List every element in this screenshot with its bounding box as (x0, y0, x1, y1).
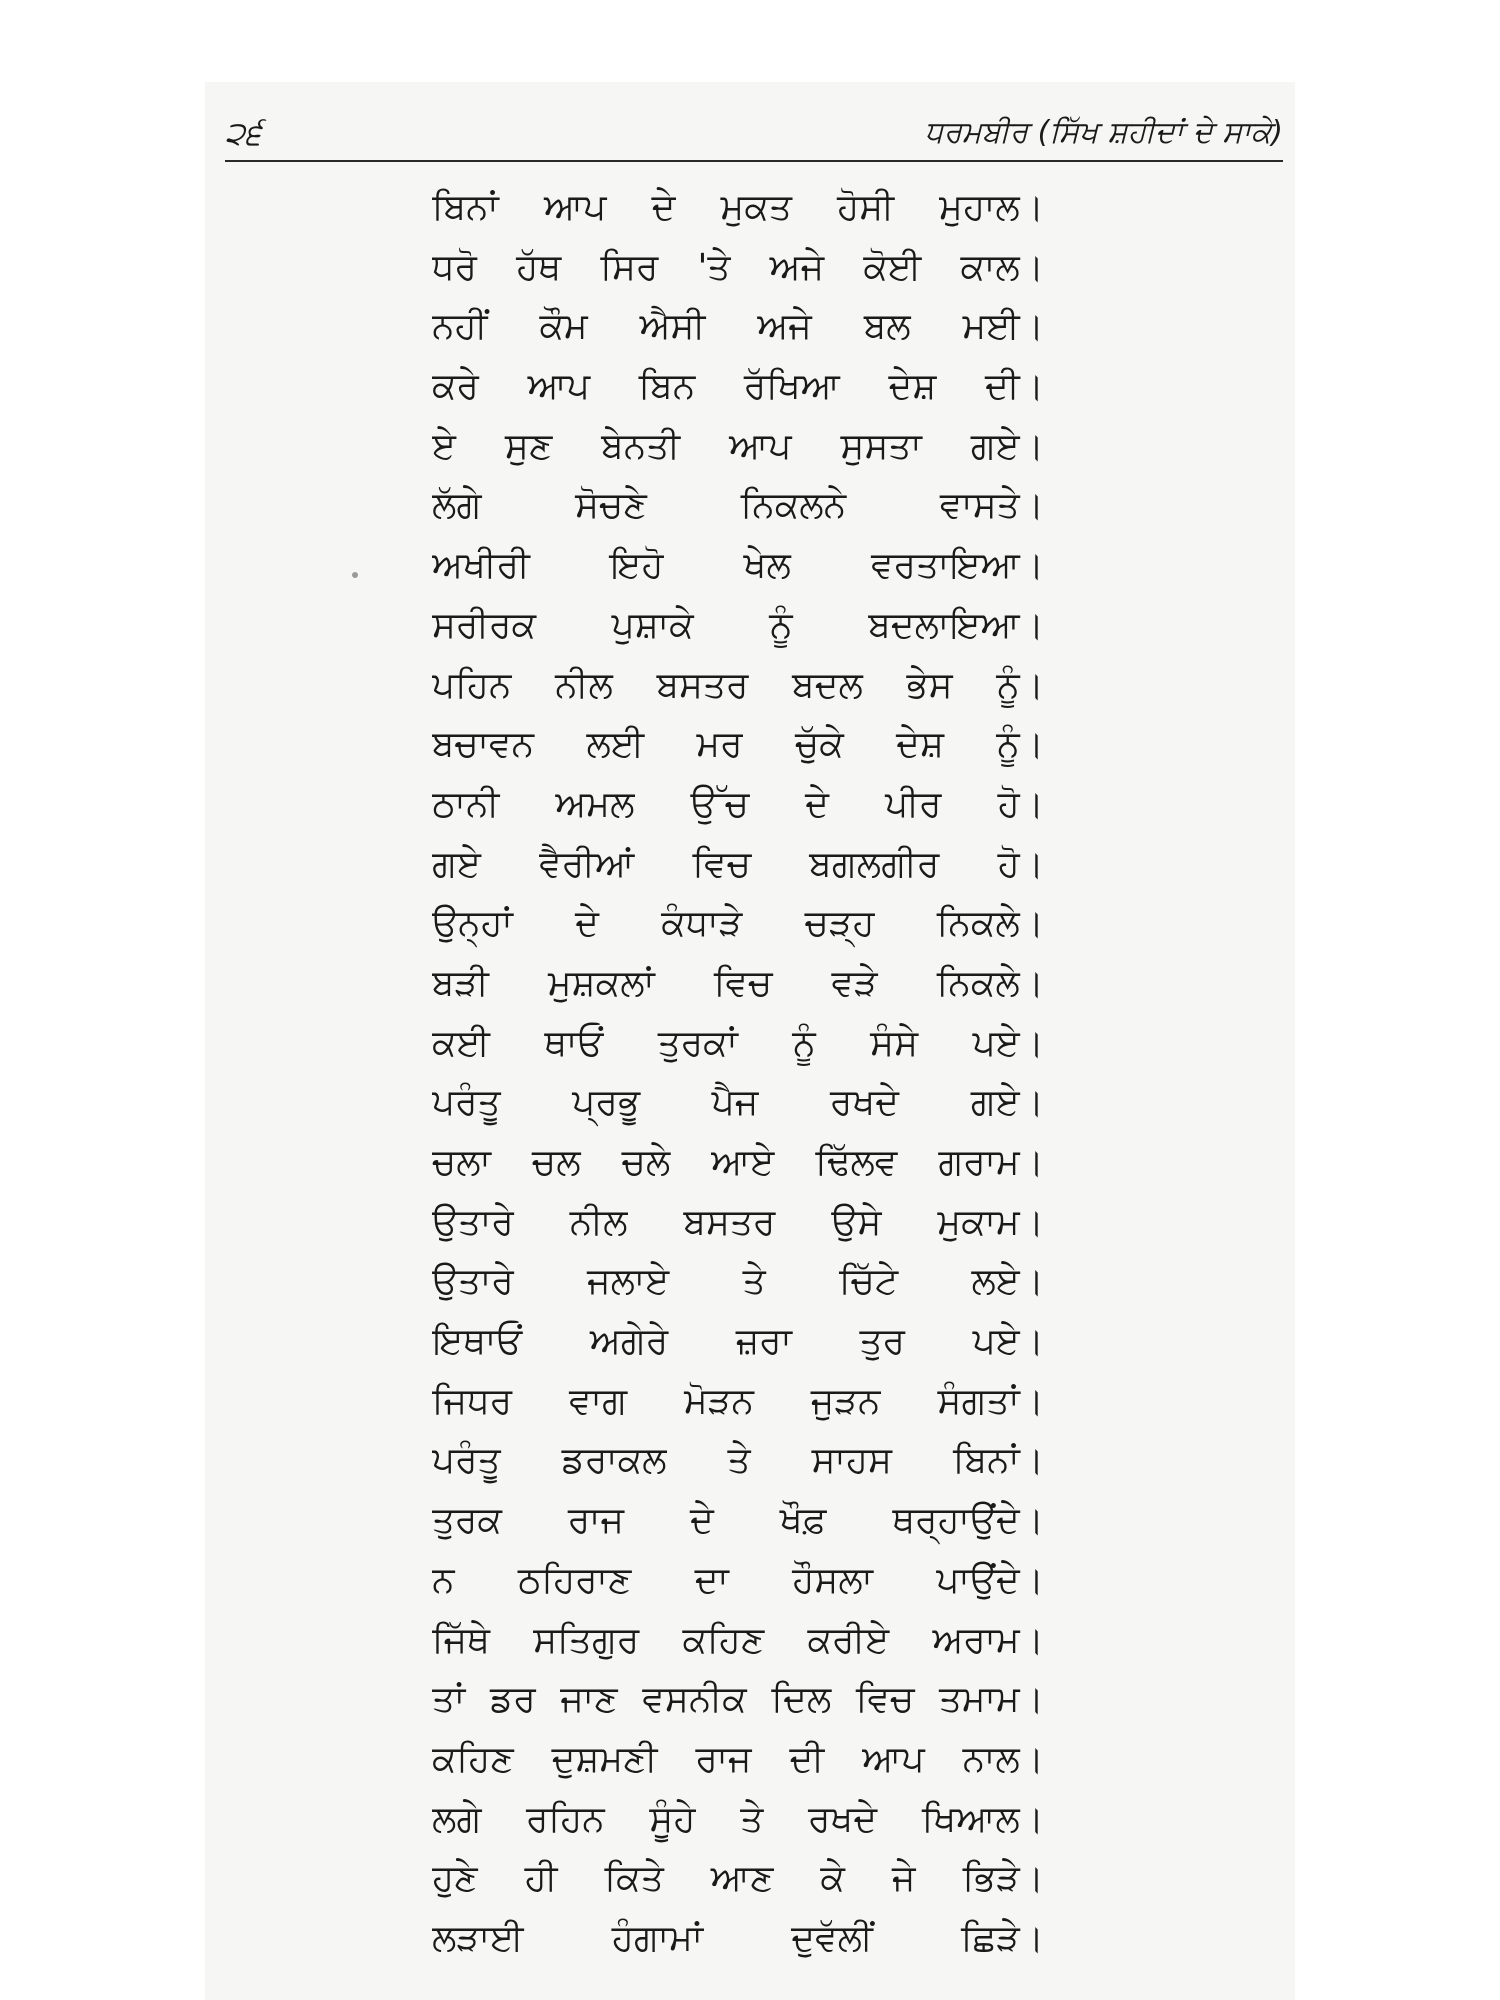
ink-speck (352, 572, 358, 578)
verse-line: ਤੁਰਕ ਰਾਜ ਦੇ ਖੌਫ਼ ਥਰ੍ਹਾਉਂਦੇ। (432, 1500, 1044, 1542)
verse-line: ਉਤਾਰੇ ਨੀਲ ਬਸਤਰ ਉਸੇ ਮੁਕਾਮ। (432, 1201, 1044, 1243)
verse-line: ਬੜੀ ਮੁਸ਼ਕਲਾਂ ਵਿਚ ਵੜੇ ਨਿਕਲੇ। (432, 962, 1044, 1004)
verse-line: ਨ ਠਹਿਰਾਣ ਦਾ ਹੌਸਲਾ ਪਾਉਂਦੇ। (432, 1559, 1044, 1601)
verse-line: ਚਲਾ ਚਲ ਚਲੇ ਆਏ ਢਿੱਲਵ ਗਰਾਮ। (432, 1142, 1044, 1183)
verse-line: ਲੱਗੇ ਸੋਚਣੇ ਨਿਕਲਨੇ ਵਾਸਤੇ। (432, 485, 1044, 527)
verse-line: ਸਰੀਰਕ ਪੁਸ਼ਾਕੇ ਨੂੰ ਬਦਲਾਇਆ। (432, 604, 1044, 646)
verse-line: ਅਖੀਰੀ ਇਹੋ ਖੇਲ ਵਰਤਾਇਆ। (432, 545, 1044, 587)
verse-line: ਕਈ ਥਾਓਂ ਤੁਰਕਾਂ ਨੂੰ ਸੰਸੇ ਪਏ। (432, 1022, 1044, 1064)
verse-line: ਜਿੱਥੇ ਸਤਿਗੁਰ ਕਹਿਣ ਕਰੀਏ ਅਰਾਮ। (432, 1619, 1044, 1661)
verse-line: ਨਹੀਂ ਕੌਮ ਐਸੀ ਅਜੇ ਬਲ ਮਈ। (432, 306, 1044, 348)
verse-line: ਪਰੰਤੂ ਪ੍ਰਭੂ ਪੈਜ ਰਖਦੇ ਗਏ। (432, 1082, 1044, 1124)
verse-line: ਬਿਨਾਂ ਆਪ ਦੇ ਮੁਕਤ ਹੋਸੀ ਮੁਹਾਲ। (432, 187, 1044, 228)
verse-line: ਇਥਾਓਂ ਅਗੇਰੇ ਜ਼ਰਾ ਤੁਰ ਪਏ। (432, 1321, 1044, 1363)
verse-line: ਪਰੰਤੂ ਡਰਾਕਲ ਤੇ ਸਾਹਸ ਬਿਨਾਂ। (432, 1440, 1044, 1482)
verse-line: ਏ ਸੁਣ ਬੇਨਤੀ ਆਪ ਸੁਸਤਾ ਗਏ। (432, 425, 1044, 467)
verse-line: ਬਚਾਵਨ ਲਈ ਮਰ ਚੁੱਕੇ ਦੇਸ਼ ਨੂੰ। (432, 724, 1044, 766)
verse-line: ਠਾਨੀ ਅਮਲ ਉੱਚ ਦੇ ਪੀਰ ਹੋ। (432, 783, 1044, 825)
running-title: ਧਰਮਬੀਰ (ਸਿੱਖ ਸ਼ਹੀਦਾਂ ਦੇ ਸਾਕੇ) (924, 115, 1283, 150)
page-header (225, 110, 1283, 156)
verse-body (432, 178, 1044, 1969)
verse-line: ਲਗੇ ਰਹਿਨ ਸੂੰਹੇ ਤੇ ਰਖਦੇ ਖਿਆਲ। (432, 1798, 1044, 1840)
verse-line: ਪਹਿਨ ਨੀਲ ਬਸਤਰ ਬਦਲ ਭੇਸ ਨੂੰ। (432, 664, 1044, 706)
verse-line: ਉਤਾਰੇ ਜਲਾਏ ਤੇ ਚਿੱਟੇ ਲਏ। (432, 1261, 1044, 1303)
verse-line: ਕਰੇ ਆਪ ਬਿਨ ਰੱਖਿਆ ਦੇਸ਼ ਦੀ। (432, 366, 1044, 408)
verse-line: ਕਹਿਣ ਦੁਸ਼ਮਣੀ ਰਾਜ ਦੀ ਆਪ ਨਾਲ। (432, 1738, 1044, 1780)
verse-line: ਤਾਂ ਡਰ ਜਾਣ ਵਸਨੀਕ ਦਿਲ ਵਿਚ ਤਮਾਮ। (432, 1679, 1044, 1721)
header-rule (225, 160, 1283, 162)
verse-line: ਜਿਧਰ ਵਾਗ ਮੋੜਨ ਜੁੜਨ ਸੰਗਤਾਂ। (432, 1380, 1044, 1422)
verse-line: ਲੜਾਈ ਹੰਗਾਮਾਂ ਦੁਵੱਲੀਂ ਛਿੜੇ। (432, 1917, 1044, 1959)
page-number: ੨੬ (225, 114, 262, 152)
verse-line: ਧਰੋ ਹੱਥ ਸਿਰ 'ਤੇ ਅਜੇ ਕੋਈ ਕਾਲ। (432, 246, 1044, 288)
verse-line: ਉਨ੍ਹਾਂ ਦੇ ਕੰਧਾੜੇ ਚੜ੍ਹ ਨਿਕਲੇ। (432, 903, 1044, 945)
verse-line: ਗਏ ਵੈਰੀਆਂ ਵਿਚ ਬਗਲਗੀਰ ਹੋ। (432, 843, 1044, 885)
verse-line: ਹੁਣੇ ਹੀ ਕਿਤੇ ਆਣ ਕੇ ਜੇ ਭਿੜੇ। (432, 1858, 1044, 1900)
